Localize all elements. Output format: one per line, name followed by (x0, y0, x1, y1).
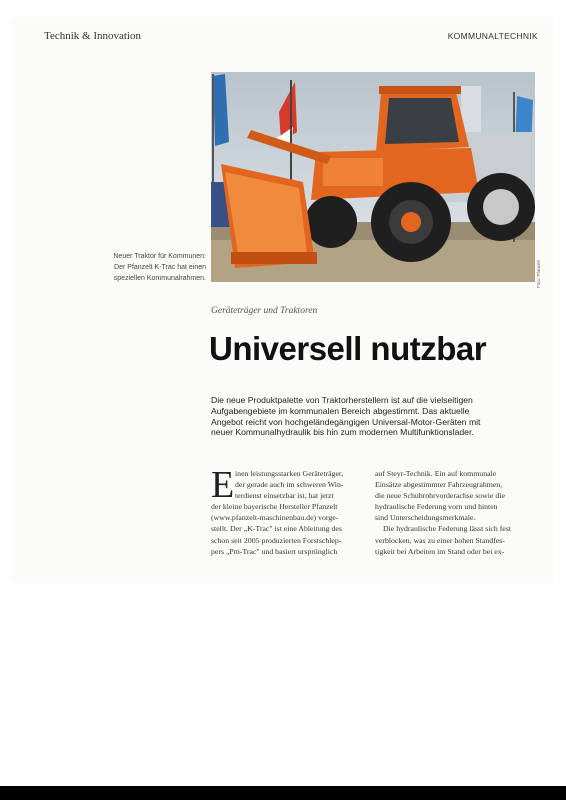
section-header: Technik & Innovation (44, 30, 141, 42)
body-line: der kleine bayerische Hersteller Pfanzelt (211, 502, 338, 512)
intro-line: Angebot reicht von hochgeländegängigen Universal-Motor-Geräten mit (211, 416, 481, 427)
body-line: stellt. Der „K-Trac" ist eine Ableitung des (211, 524, 342, 534)
body-line: inen leistungsstarken Geräteträger, (235, 469, 344, 478)
intro-line: Aufgabengebiete im kommunalen Bereich abgestimmt. Das aktuelle (211, 405, 470, 416)
caption-line: speziellen Kommunalrahmen. (113, 275, 206, 282)
body-line: terdienst einsetzbar ist, hat jetzt (235, 491, 334, 501)
body-line: tigkeit bei Arbeiten im Stand oder bei ex- (375, 546, 505, 556)
photo-caption (100, 251, 206, 284)
body-line: hydraulische Federung vorn und hinten (375, 502, 498, 512)
body-line: die neue Schubrohrvorderachse sowie die (375, 491, 505, 501)
caption-line: Neuer Traktor für Kommunen: (113, 253, 206, 260)
body-line: pers „Pm-Trac" und basiert ursprünglich (211, 546, 338, 556)
body-column-2 (375, 468, 535, 557)
body-line: verblocken, was zu einer hohen Standfes- (375, 535, 505, 545)
drop-cap: E (211, 464, 235, 506)
article-kicker: Geräteträger und Traktoren (211, 306, 318, 316)
body-line: (www.pfanzelt-maschinenbau.de) vorge- (211, 513, 339, 523)
body-line: schon seit 2005 produzierten Forstschlep- (211, 535, 342, 545)
intro-line: neuer Kommunalhydraulik bis hin zum modernen Multifunktionslader. (211, 427, 474, 438)
body-line: Die hydraulische Federung lässt sich fest (383, 524, 511, 534)
caption-line: Der Pfanzelt K-Trac hat einen (114, 264, 206, 271)
article-headline: Universell nutzbar (209, 330, 487, 367)
scan-edge (0, 786, 566, 800)
body-line: sind Unterscheidungsmerkmale. (375, 513, 476, 523)
body-line: Einsätze abgestimmter Fahrzeugrahmen, (375, 480, 503, 490)
body-line: der gerade auch im schweren Win- (235, 480, 344, 490)
category-header: KOMMUNALTECHNIK (447, 31, 538, 41)
tractor-illustration (211, 72, 535, 282)
photo-credit: Foto: Pfanzelt (536, 260, 541, 288)
article-intro (211, 395, 541, 438)
tractor-photo (211, 72, 535, 282)
body-line: auf Steyr-Technik. Ein auf kommunale (375, 469, 497, 478)
intro-line: Die neue Produktpalette von Traktorherstellern ist auf die vielseitigen (211, 395, 473, 405)
body-column-1 (211, 464, 371, 557)
